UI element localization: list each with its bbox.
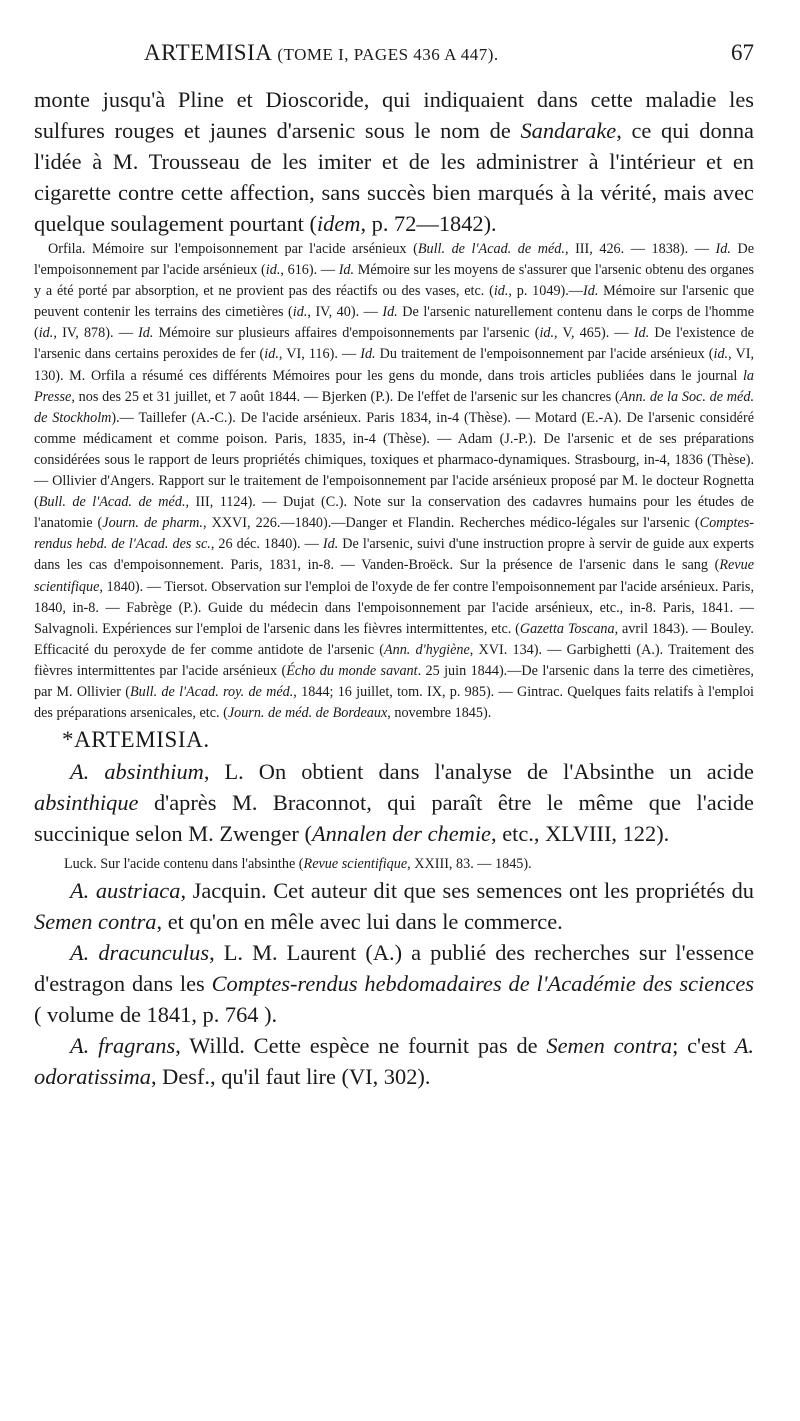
text-run: monte jusqu'à Pline et Dioscoride, qui indiquaient dans cette maladie les sulfures rouges et jaunes d'arsenic sous le nom de: [34, 87, 754, 143]
entry-austriaca: [34, 875, 754, 937]
text-run: ; c'est: [672, 1033, 735, 1059]
italic-run: Annalen der chemie: [311, 821, 491, 847]
text-run: , IV, 40). —: [307, 304, 383, 321]
italic-run: id.: [38, 325, 54, 342]
text-run: Orfila. Mémoire sur l'empoisonnement par l'acide arsénieux (: [48, 241, 418, 257]
entry-absinthium: [34, 756, 754, 849]
text-run: , 26 déc. 1840). —: [210, 536, 323, 553]
text-run: Luck. Sur l'acide contenu dans l'absinthe (: [64, 856, 304, 873]
italic-run: id.: [265, 262, 281, 279]
italic-run: Bull. de l'Acad. de méd.: [417, 241, 565, 257]
section-heading-artemisia: *ARTEMISIA.: [62, 727, 210, 753]
italic-run: Revue scientifique: [34, 557, 754, 595]
text-run: , XXIII, 83. — 1845).: [407, 856, 532, 873]
text-run: Mémoire sur l'arsenic que peuvent contenir les terrains des cimetières (: [34, 283, 754, 321]
italic-run: id.: [292, 304, 308, 321]
text-run: Mémoire sur les moyens de s'assurer que l'arsenic obtenu des organes y a été porté par absorption, et ne provient pas des réactifs ou des vases, etc. (: [34, 262, 754, 300]
text-run: De l'empoisonnement par l'acide arsénieux (: [34, 241, 754, 279]
running-title: [144, 40, 499, 66]
italic-run: A. absinthium: [70, 759, 204, 785]
italic-run: Id.: [338, 262, 355, 279]
biblio-luck: [34, 854, 754, 875]
text-run: De l'existence de l'arsenic dans certains peroxides de fer (: [34, 325, 754, 363]
italic-run: Comptes-rendus hebd. de l'Acad. des sc.: [34, 515, 754, 553]
italic-run: id.: [713, 346, 729, 363]
italic-run: Comptes-rendus hebdomadaires de l'Académie des sciences: [211, 971, 754, 997]
italic-run: Journ. de pharm.: [102, 515, 203, 532]
text-run: d'après M. Braconnot, qui paraît être le même que l'acide succinique selon M. Zwenger (: [34, 790, 754, 847]
italic-run: A. fragrans: [70, 1033, 176, 1059]
page-header: [34, 40, 754, 84]
italic-run: Bull. de l'Acad. de méd.: [38, 494, 186, 511]
text-run: , III, 1124). — Dujat (C.). Note sur la conservation des cadavres humains pour les études de l'anatomie (: [34, 494, 754, 532]
running-title-main: ARTEMISIA: [144, 40, 272, 65]
text-run: , 1840). — Tiersot. Observation sur l'emploi de l'oxyde de fer contre l'empoisonnement par l'acide arsénieux. Paris, 1840, in-8. — Fabrège (P.). Guide du médecin dans l'empoisonnement par l'acide arsénieux, etc., in-8. Paris, 1841. — Salvagnoli. Expériences sur l'emploi de l'arsenic dans les fièvres intermittentes, etc. (: [34, 578, 754, 637]
text-run: , L. M. Laurent (A.) a publié des recherches sur l'essence d'estragon dans les: [34, 940, 755, 997]
italic-run: Id.: [583, 283, 599, 300]
italic-run: id.: [539, 325, 555, 342]
text-run: , IV, 878). —: [53, 325, 139, 342]
intro-paragraph: [34, 84, 754, 239]
italic-run: Id.: [715, 241, 731, 257]
italic-run: A. odoratissima: [34, 1033, 755, 1090]
italic-run: Ann. de la Soc. de méd. de Stockholm: [34, 388, 754, 426]
text-run: Du traitement de l'empoisonnement par l'acide arsénieux (: [375, 346, 714, 363]
text-run: Mémoire sur plusieurs affaires d'empoisonnements par l'arsenic (: [153, 325, 540, 342]
text-run: , 616). —: [280, 262, 339, 279]
text-run: , XVI. 134). — Garbighetti (A.). Traitement des fièvres intermittentes par l'acide arsénieux (: [34, 641, 754, 679]
entry-fragrans: [34, 1030, 754, 1092]
text-run: , novembre 1845).: [387, 705, 492, 722]
text-run: De l'arsenic, suivi d'une instruction propre à servir de guide aux experts dans les cas d'empoisonnement. Paris, 1831, in-8. — Vanden-Broëck. Sur la présence de l'arsenic dans le sang (: [34, 536, 755, 574]
running-title-pages: (TOME I, PAGES 436 A 447).: [277, 45, 499, 64]
text-run: , nos des 25 et 31 juillet, et 7 août 1844. — Bjerken (P.). De l'effet de l'arsenic sur les chancres (: [71, 388, 620, 405]
italic-run: Id.: [382, 304, 398, 321]
italic-run: Écho du monde savant: [286, 662, 418, 679]
italic-run: Semen contra: [34, 909, 157, 935]
text-run: , et qu'on en mêle avec lui dans le commerce.: [156, 909, 563, 935]
page-number: 67: [731, 40, 754, 65]
text-run: , III, 426. — 1838). —: [564, 241, 716, 257]
text-run: , 1844; 16 juillet, tom. IX, p. 985). — Gintrac. Quelques faits relatifs à l'emploi des préparations arsenicales, etc. (: [34, 683, 754, 722]
text-run: , ce qui donna l'idée à M. Trousseau de les imiter et de les administrer à l'intérieur et en cigarette contre cette affection, sans succès bien marqués à la vérité, mais avec quelque soulagement pourtant (: [34, 118, 754, 236]
italic-run: Sandarake: [520, 118, 617, 143]
italic-run: Ann. d'hygiène: [383, 641, 470, 658]
entry-dracunculus: [34, 937, 754, 1030]
text-run: , etc., XLVIII, 122).: [491, 821, 670, 847]
italic-run: Journ. de méd. de Bordeaux: [227, 705, 388, 722]
text-run: De l'arsenic naturellement contenu dans le corps de l'homme (: [34, 304, 754, 342]
arsenic-bibliography: [34, 239, 754, 724]
text-run: , XXVI, 226.—1840).—Danger et Flandin. Recherches médico-légales sur l'arsenic (: [202, 515, 700, 532]
text-run: , V, 465). —: [554, 325, 634, 342]
text-run: , p. 1049).—: [508, 283, 583, 300]
italic-run: Id.: [633, 325, 650, 342]
italic-run: id.: [264, 346, 279, 363]
italic-run: absinthique: [34, 790, 139, 816]
text-run: , Desf., qu'il faut lire (VI, 302).: [150, 1064, 431, 1090]
text-run: , VI, 130). M. Orfila a résumé ces différents Mémoires pour les gens du monde, dans trois articles publiées dans le journal: [34, 346, 754, 384]
italic-run: Revue scientifique: [303, 856, 408, 873]
italic-run: Id.: [138, 325, 154, 342]
italic-run: id.: [493, 283, 509, 300]
italic-run: Id.: [360, 346, 376, 363]
italic-run: Gazetta Toscana: [519, 620, 615, 637]
italic-run: A. dracunculus: [70, 940, 210, 966]
italic-run: Semen contra: [546, 1033, 673, 1059]
italic-run: la Presse: [34, 367, 754, 405]
text-run: , avril 1843). — Bouley. Efficacité du peroxyde de fer comme antidote de l'arsenic (: [34, 620, 754, 658]
italic-run: Id.: [322, 536, 339, 553]
text-run: , p. 72—1842).: [360, 211, 497, 236]
text-run: , L. On obtient dans l'analyse de l'Absinthe un acide: [203, 759, 754, 785]
text-run: ( volume de 1841, p. 764 ).: [34, 1002, 278, 1028]
text-run: , Jacquin. Cet auteur dit que ses semences ont les propriétés du: [180, 878, 754, 904]
text-run: . 25 juin 1844).—De l'arsenic dans la terre des cimetières, par M. Ollivier (: [34, 662, 754, 700]
italic-run: A. austriaca: [70, 878, 181, 904]
text-run: , Willd. Cette espèce ne fournit pas de: [175, 1033, 547, 1059]
italic-run: idem: [316, 211, 361, 236]
text-run: ).— Taillefer (A.-C.). De l'acide arsénieux. Paris 1834, in-4 (Thèse). — Motard (E.-A). De l'arsenic considéré comme médicament et comme poison. Paris, 1835, in-4 (Thèse). — Adam (J.-P.). De l'arsenic et de ses préparations considérées sous le rapport de leurs propriétés chimiques, toxiques et pharmaco-dynamiques. Strasbourg, in-4, 1836 (Thèse). — Ollivier d'Angers. Rapport sur le traitement de l'empoisonnement par l'acide arsénieux proposé par M. le docteur Rognetta (: [34, 409, 754, 511]
italic-run: Bull. de l'Acad. roy. de méd.: [129, 683, 294, 700]
text-run: , VI, 116). —: [278, 346, 361, 363]
